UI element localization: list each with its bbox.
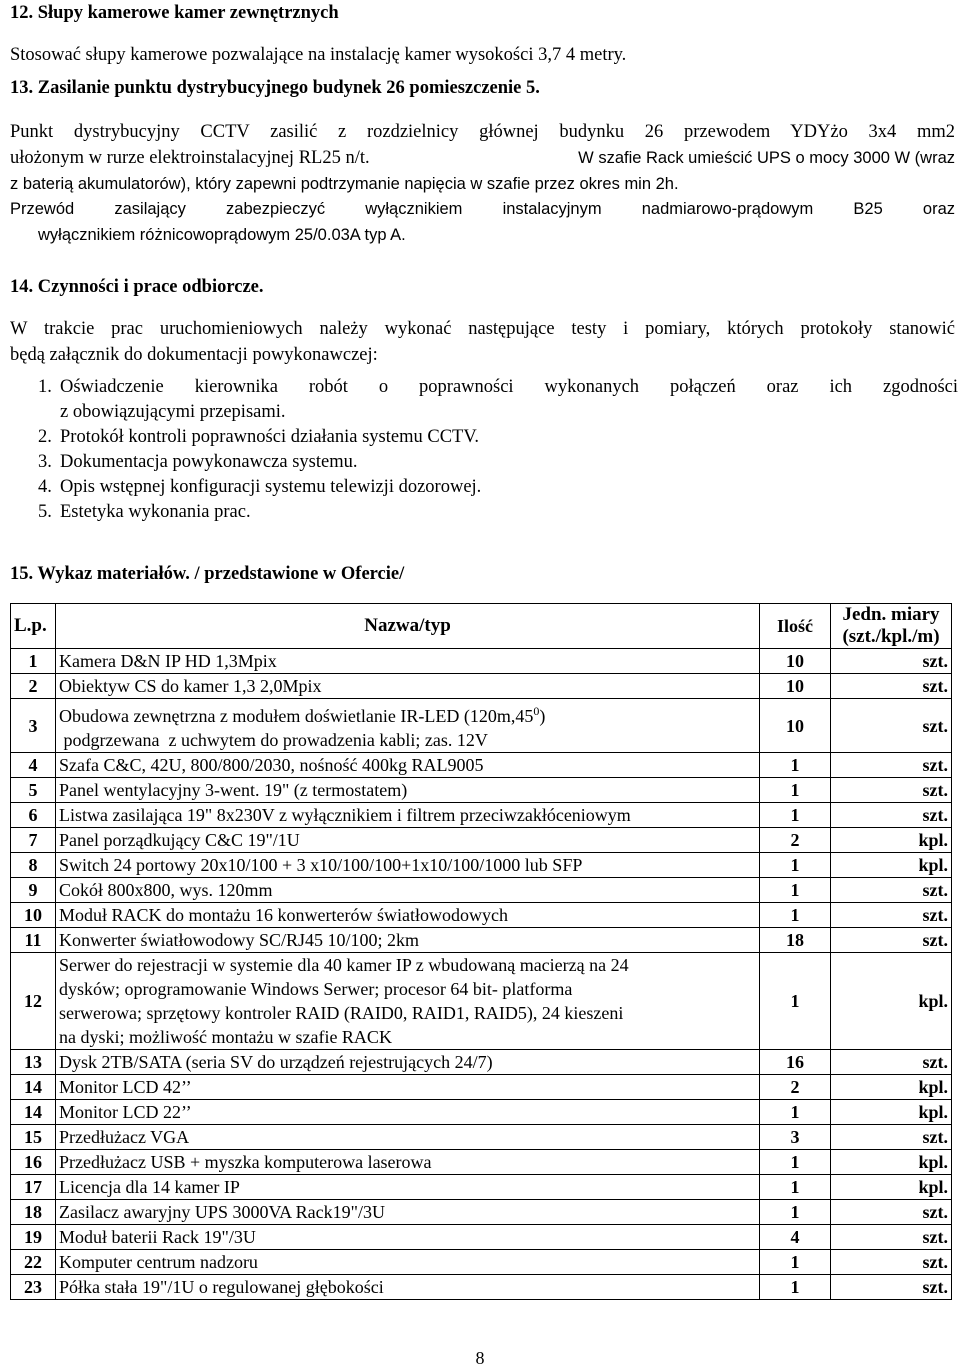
table-row [11,803,952,828]
cell-qty: 1 [760,1175,831,1200]
list-item-text: Protokół kontroli poprawności działania systemu CCTV. [60,427,479,447]
table-row [11,649,952,674]
table-row [11,878,952,903]
cell-lp: 11 [11,928,56,953]
cell-lp: 9 [11,878,56,903]
cell-unit: szt. [831,803,952,828]
list-item [38,450,958,475]
cell-unit: kpl. [831,1150,952,1175]
cell-name-line: serwerowa; sprzętowy kontroler RAID (RAID0, RAID1, RAID5), 24 kieszeni [59,1003,624,1023]
cell-name-line1-text: Obudowa zewnętrzna z modułem doświetlanie IR-LED (120m,45 [59,706,534,726]
cell-name-line2: podgrzewana z uchwytem do prowadzenia kabli; zas. 12V [59,730,488,750]
superscript: 0 [533,704,540,718]
cell-name: Switch 24 portowy 20x10/100 + 3 x10/100/100+1x10/100/1000 lub SFP [56,853,760,878]
cell-qty: 1 [760,1100,831,1125]
cell-name: Przedłużacz VGA [56,1125,760,1150]
cell-name: Szafa C&C, 42U, 800/800/2030, nośność 400kg RAL9005 [56,753,760,778]
materials-table [10,603,952,1300]
cell-lp: 22 [11,1250,56,1275]
cell-qty: 1 [760,778,831,803]
cell-name: Monitor LCD 42’’ [56,1075,760,1100]
cell-lp: 16 [11,1150,56,1175]
cell-name [56,699,760,753]
cell-unit: szt. [831,878,952,903]
cell-unit: szt. [831,1225,952,1250]
list-item-number: 5. [38,502,52,522]
cell-unit: szt. [831,699,952,753]
list-item [38,425,958,450]
cell-lp: 23 [11,1275,56,1300]
cell-lp: 10 [11,903,56,928]
cell-name: Dysk 2TB/SATA (seria SV do urządzeń rejestrujących 24/7) [56,1050,760,1075]
table-header-row [11,604,952,649]
section-13-p1-line1: Punkt dystrybucyjny CCTV zasilić z rozdzielnicy głównej budynku 26 przewodem YDYżo 3x4 mm2 [10,122,955,142]
table-row [11,928,952,953]
table-row [11,903,952,928]
list-item [38,500,958,525]
cell-name-line: Serwer do rejestracji w systemie dla 40 kamer IP z wbudowaną macierzą na 24 [59,955,629,975]
list-item [38,375,958,425]
cell-qty: 1 [760,1200,831,1225]
cell-name: Cokół 800x800, wys. 120mm [56,878,760,903]
section-13-p1-line2 [10,145,955,171]
cell-name: Monitor LCD 22’’ [56,1100,760,1125]
section-14-intro-line2: będą załącznik do dokumentacji powykonawczej: [10,345,378,365]
table-row [11,753,952,778]
table-row [11,1250,952,1275]
cell-lp: 5 [11,778,56,803]
section-13-p1-line2-a: ułożonym w rurze elektroinstalacyjnej RL25 n/t. [10,148,370,168]
table-row [11,1225,952,1250]
cell-qty: 2 [760,828,831,853]
cell-name: Zasilacz awaryjny UPS 3000VA Rack19"/3U [56,1200,760,1225]
cell-unit: kpl. [831,853,952,878]
cell-qty: 1 [760,753,831,778]
table-row [11,1200,952,1225]
cell-qty: 10 [760,674,831,699]
cell-unit: szt. [831,674,952,699]
table-row [11,828,952,853]
cell-lp: 18 [11,1200,56,1225]
cell-name-line: na dyski; możliwość montażu w szafie RACK [59,1027,392,1047]
cell-name: Komputer centrum nadzoru [56,1250,760,1275]
header-qty: Ilość [760,604,831,649]
cell-qty: 10 [760,699,831,753]
section-14-intro-line1: W trakcie prac uruchomieniowych należy wykonać następujące testy i pomiary, których protokoły stanowić [10,319,955,339]
cell-lp: 1 [11,649,56,674]
cell-qty: 1 [760,953,831,1050]
cell-name: Panel porządkujący C&C 19"/1U [56,828,760,853]
cell-unit: kpl. [831,1175,952,1200]
cell-qty: 10 [760,649,831,674]
cell-name: Licencja dla 14 kamer IP [56,1175,760,1200]
cell-lp: 6 [11,803,56,828]
section-13-p1-line2-b: W szafie Rack umieścić UPS o mocy 3000 W (wraz [578,149,955,167]
cell-name: Moduł RACK do montażu 16 konwerterów światłowodowych [56,903,760,928]
list-item-text: Opis wstępnej konfiguracji systemu telewizji dozorowej. [60,477,482,497]
section-14-heading: 14. Czynności i prace odbiorcze. [10,277,264,297]
cell-unit: kpl. [831,953,952,1050]
table-row [11,674,952,699]
page-number: 8 [475,1348,485,1368]
cell-unit: szt. [831,753,952,778]
header-unit-line1: Jedn. miary [842,604,940,625]
cell-name: Przedłużacz USB + myszka komputerowa laserowa [56,1150,760,1175]
cell-qty: 4 [760,1225,831,1250]
section-13-heading: 13. Zasilanie punktu dystrybucyjnego budynek 26 pomieszczenie 5. [10,78,540,98]
cell-name-line: dysków; oprogramowanie Windows Serwer; procesor 64 bit- platforma [59,979,573,999]
cell-unit: szt. [831,649,952,674]
cell-lp: 14 [11,1100,56,1125]
cell-lp: 12 [11,953,56,1050]
list-item-text: Oświadczenie kierownika robót o poprawności wykonanych połączeń oraz ich zgodności [60,377,958,397]
cell-qty: 16 [760,1050,831,1075]
cell-lp: 7 [11,828,56,853]
cell-qty: 1 [760,803,831,828]
list-item-text: Dokumentacja powykonawcza systemu. [60,452,358,472]
cell-name: Kamera D&N IP HD 1,3Mpix [56,649,760,674]
cell-unit: szt. [831,1125,952,1150]
cell-lp: 17 [11,1175,56,1200]
acceptance-list [38,375,958,525]
cell-lp: 8 [11,853,56,878]
cell-name-line1-end: ) [539,706,546,726]
header-lp: L.p. [11,604,56,649]
list-item-number: 1. [38,377,52,397]
cell-unit: szt. [831,903,952,928]
cell-name: Moduł baterii Rack 19"/3U [56,1225,760,1250]
cell-unit: kpl. [831,1100,952,1125]
table-row [11,1275,952,1300]
table-row [11,1150,952,1175]
cell-qty: 1 [760,853,831,878]
cell-name-line1 [59,699,756,728]
cell-unit: szt. [831,1050,952,1075]
list-item-text-cont: z obowiązującymi przepisami. [60,402,286,422]
table-row [11,853,952,878]
cell-qty: 18 [760,928,831,953]
cell-lp: 19 [11,1225,56,1250]
list-item [38,475,958,500]
cell-qty: 1 [760,1250,831,1275]
cell-unit: szt. [831,1250,952,1275]
cell-unit: kpl. [831,828,952,853]
table-row [11,1075,952,1100]
table-row [11,1100,952,1125]
cell-name: Panel wentylacyjny 3-went. 19" (z termostatem) [56,778,760,803]
cell-lp: 4 [11,753,56,778]
table-row [11,1050,952,1075]
table-row [11,953,952,1050]
cell-lp: 14 [11,1075,56,1100]
table-row [11,1175,952,1200]
cell-qty: 1 [760,1275,831,1300]
cell-unit: szt. [831,928,952,953]
section-15-heading: 15. Wykaz materiałów. / przedstawione w Ofercie/ [10,564,405,584]
cell-lp: 15 [11,1125,56,1150]
cell-lp: 3 [11,699,56,753]
list-item-text: Estetyka wykonania prac. [60,502,251,522]
section-12-heading: 12. Słupy kamerowe kamer zewnętrznych [10,3,339,23]
cell-lp: 2 [11,674,56,699]
cell-name [56,953,760,1050]
table-row [11,699,952,753]
cell-lp: 13 [11,1050,56,1075]
header-unit-line2: (szt./kpl./m) [842,626,940,647]
section-13-p2-line1: Przewód zasilający zabezpieczyć wyłącznikiem instalacyjnym nadmiarowo-prądowym B25 oraz [10,200,955,218]
section-13-p1-line3: z baterią akumulatorów), który zapewni podtrzymanie napięcia w szafie przez okres min 2h. [10,175,679,193]
section-12-text: Stosować słupy kamerowe pozwalające na instalację kamer wysokości 3,7 4 metry. [10,45,627,65]
cell-name: Konwerter światłowodowy SC/RJ45 10/100; 2km [56,928,760,953]
table-row [11,778,952,803]
cell-qty: 3 [760,1125,831,1150]
cell-qty: 1 [760,1150,831,1175]
cell-name: Listwa zasilająca 19" 8x230V z wyłącznikiem i filtrem przeciwzakłóceniowym [56,803,760,828]
cell-unit: kpl. [831,1075,952,1100]
table-row [11,1125,952,1150]
cell-name: Półka stała 19"/1U o regulowanej głębokości [56,1275,760,1300]
cell-unit: szt. [831,1275,952,1300]
header-unit [831,604,952,649]
section-13-p2-line2: wyłącznikiem różnicowoprądowym 25/0.03A typ A. [38,226,406,244]
cell-name: Obiektyw CS do kamer 1,3 2,0Mpix [56,674,760,699]
cell-qty: 2 [760,1075,831,1100]
list-item-number: 4. [38,477,52,497]
list-item-number: 2. [38,427,52,447]
cell-qty: 1 [760,903,831,928]
cell-unit: szt. [831,778,952,803]
cell-unit: szt. [831,1200,952,1225]
list-item-number: 3. [38,452,52,472]
cell-qty: 1 [760,878,831,903]
header-name: Nazwa/typ [56,604,760,649]
